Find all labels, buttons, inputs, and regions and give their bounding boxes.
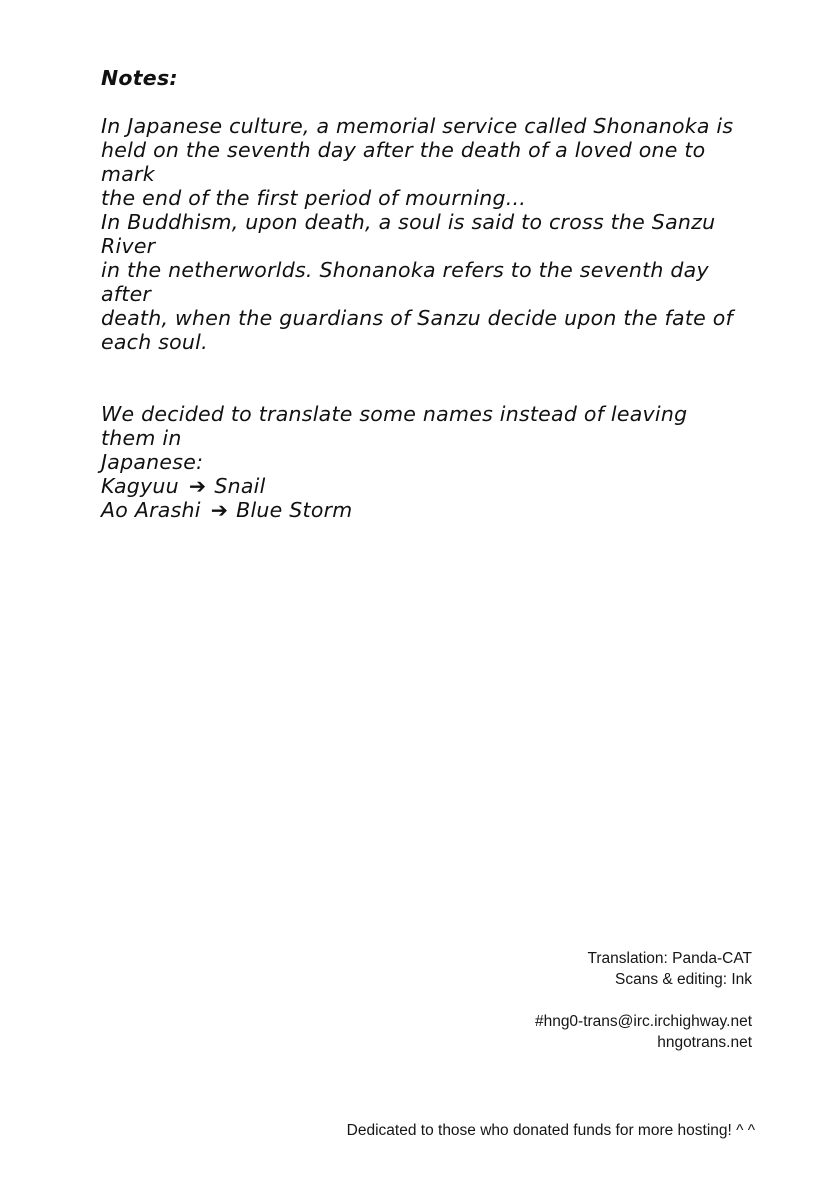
- credit-irc-channel: #hng0-trans@irc.irchighway.net: [534, 1013, 752, 1030]
- credit-translation: Translation: Panda-CAT: [587, 950, 752, 967]
- original-name: Ao Arashi: [101, 498, 201, 522]
- translated-name: Snail: [214, 474, 266, 498]
- paragraph-line: In Japanese culture, a memorial service called Shonanoka is: [101, 114, 734, 138]
- paragraph-line: in the netherworlds. Shonanoka refers to the seventh day after: [101, 258, 709, 306]
- credits-block: [535, 948, 752, 1053]
- paragraph-line: In Buddhism, upon death, a soul is said to cross the Sanzu River: [101, 210, 716, 258]
- paragraph-line: held on the seventh day after the death of a loved one to mark: [101, 138, 706, 186]
- notes-title: Notes:: [101, 66, 178, 90]
- notes-section: [101, 66, 741, 522]
- original-name: Kagyuu: [101, 474, 179, 498]
- paragraph-line: each soul.: [101, 330, 208, 354]
- paragraph-line: the end of the first period of mourning...: [101, 186, 527, 210]
- credits-spacer: [535, 990, 752, 1011]
- paragraph-gap: [101, 354, 741, 402]
- translated-name: Blue Storm: [236, 498, 353, 522]
- arrow-right-icon: ➔: [188, 474, 207, 498]
- credit-website: hngotrans.net: [657, 1034, 752, 1051]
- translation-pair-kagyuu: [101, 474, 741, 498]
- dedication-text: Dedicated to those who donated funds for more hosting! ^ ^: [346, 1122, 755, 1139]
- paragraph-line: Japanese:: [101, 450, 204, 474]
- paragraph-line: We decided to translate some names instead of leaving them in: [101, 402, 688, 450]
- arrow-right-icon: ➔: [210, 498, 229, 522]
- credit-scans-editing: Scans & editing: Ink: [615, 971, 752, 988]
- paragraph-line: death, when the guardians of Sanzu decide upon the fate of: [101, 306, 734, 330]
- translation-pair-ao-arashi: [101, 498, 741, 522]
